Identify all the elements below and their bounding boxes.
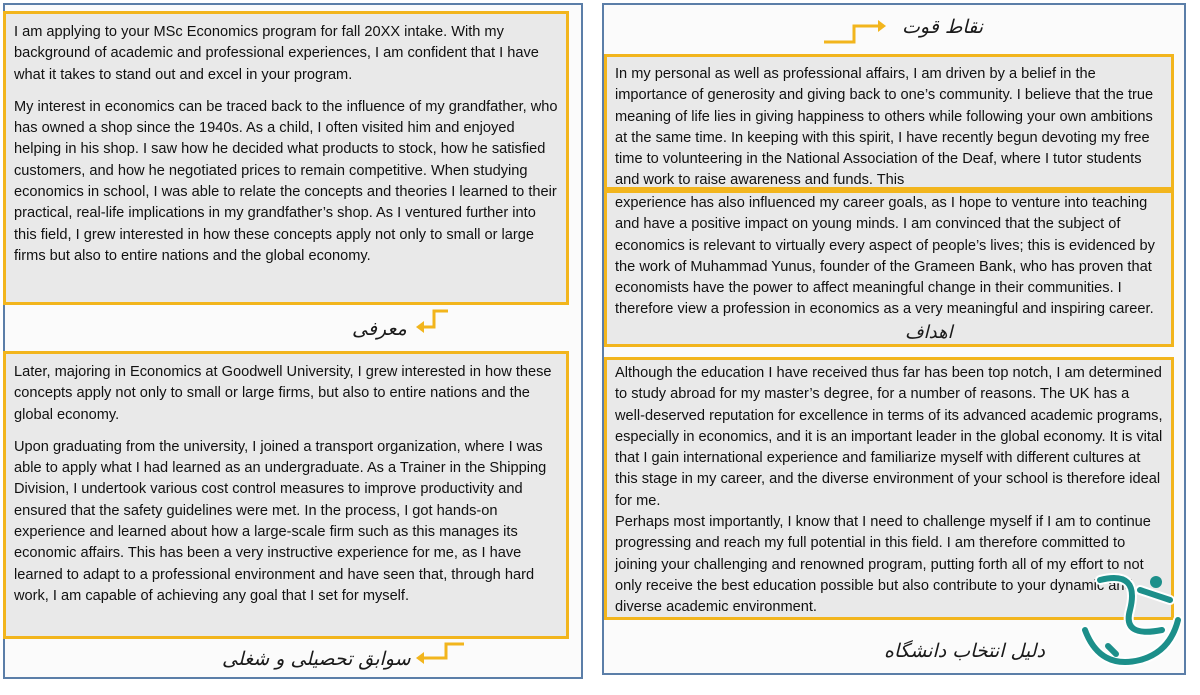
strengths-text: In my personal as well as professional affairs, I am driven by a belief in the importance of generosity and giving back to one’s community. I believe that the true meaning of life lies in giving happiness to others while following your own ambitions at the same time. In keeping with this spirit, I have recently begun devoting my free time to volunteering in the National Association of the Deaf, where I tutor students and work to raise awareness and funds. This — [615, 66, 1154, 189]
background-label: سوابق تحصیلی و شغلی — [222, 648, 411, 670]
university-paragraph-1: Although the education I have received thus far has been top notch, I am determined to study abroad for my master’s degree, for a number of reasons. The UK has a well-deserved reputation for excellence in terms of its advanced academic programs, especially in economics, and it is an important leader in the global economy. It is vital that I gain international experience and familiarize myself with different cultures at this stage in my career, and the diverse environment of your school is therefore ideal for me. — [615, 365, 1163, 509]
background-paragraph-2: Upon graduating from the university, I joined a transport organization, where I was able to apply what I had learned as an undergraduate. As a Trainer in the Shipping Division, I undertook various cost control measures to improve productivity and ensured that the safety guidelines were met. In the process, I got hands-on experience and learned about how a large-scale firm such as this manages its economic affairs. This has been a very instructive experience for me, as I have learned to adapt to a professional environment and have seen that, through hard work, I am capable of achieving any goal that I set for myself. — [14, 438, 547, 604]
intro-paragraph-1: I am applying to your MSc Economics program for fall 20XX intake. With my background of academic and professional experiences, I am confident that I have what it takes to stand out and excel in your program. — [14, 24, 539, 83]
university-paragraph-2: Perhaps most importantly, I know that I need to challenge myself if I am to continue progressing and reach my full potential in this field. I am therefore committed to joining your challenging and renowned program, putting forth all of my effort to not only receive the best education possible but also contribute to your dynamic and diverse academic environment. — [615, 514, 1151, 616]
strengths-label: نقاط قوت — [902, 16, 984, 38]
intro-paragraph-2: My interest in economics can be traced back to the influence of my grandfather, who has owned a shop since the 1940s. As a child, I often visited him and enjoyed helping in his shop. I saw how he decided what products to stock, how he satisfied customers, and how he negotiated prices to remain competitive. When studying economics in school, I was able to relate the concepts and theories I learned to their practical, real-life implications in my grandfather’s shop. As I ventured further into this field, I grew interested in how these concepts apply not only to small or large firms but also to entire nations and the global economy. — [14, 98, 558, 264]
arrow-icon — [412, 642, 468, 668]
background-box — [3, 351, 569, 639]
arrow-icon — [820, 18, 892, 48]
goals-label: اهداف — [905, 322, 953, 343]
strengths-box — [604, 54, 1174, 190]
university-label: دلیل انتخاب دانشگاه — [884, 640, 1045, 662]
intro-box — [3, 11, 569, 305]
goals-box — [604, 190, 1174, 347]
background-paragraph-1: Later, majoring in Economics at Goodwell University, I grew interested in how these concepts apply not only to small or large firms, but also to entire nations and the global economy. — [14, 364, 552, 423]
goals-text: experience has also influenced my career goals, as I hope to venture into teaching and have a positive impact on young minds. I am convinced that the subject of economics is relevant to virtually every aspect of people’s lives; this is evidenced by the work of Muhammad Yunus, founder of the Grameen Bank, who has proven that economists have the power to affect meaningful change in their communities. I therefore view a profession in economics as a very meaningful and inspiring career. — [615, 195, 1155, 318]
intro-label: معرفی — [352, 318, 407, 340]
logo-icon — [1070, 560, 1190, 682]
arrow-icon — [412, 309, 452, 335]
